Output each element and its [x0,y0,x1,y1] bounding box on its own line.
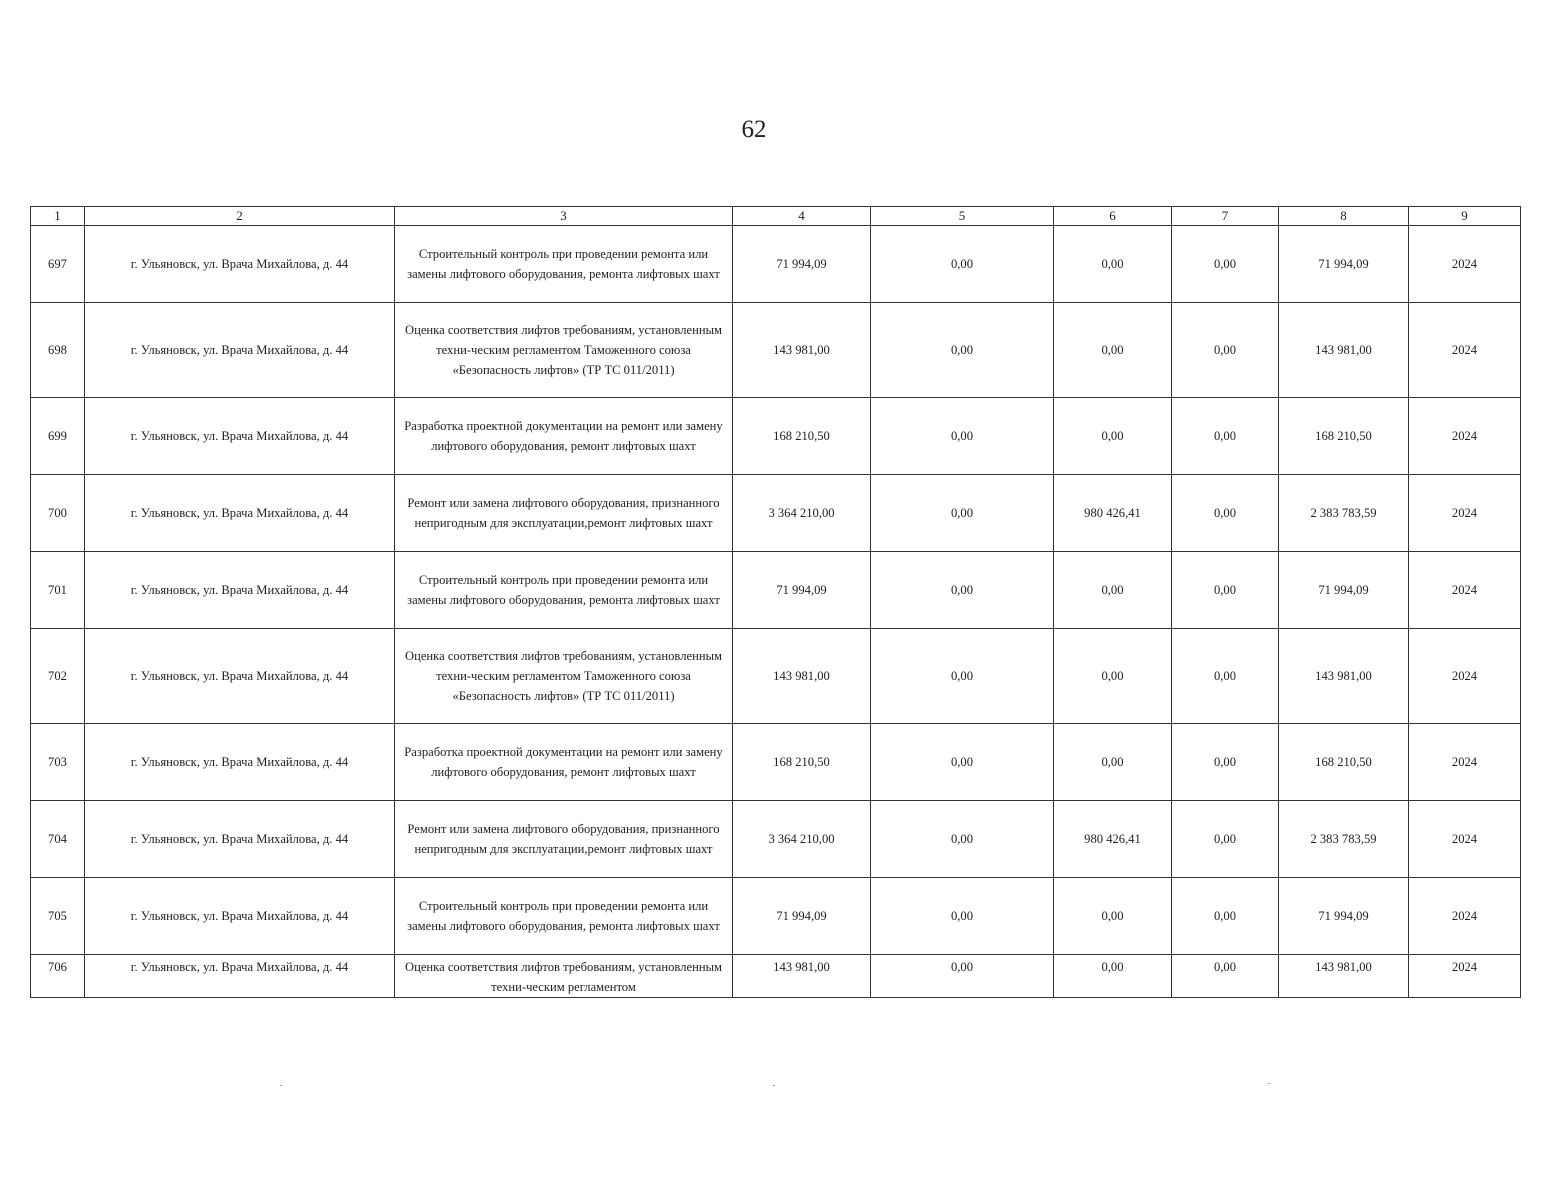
table-row [31,303,1521,398]
column-header: 6 [1054,207,1172,226]
row-number-cell: 703 [31,724,85,801]
table-row [31,724,1521,801]
amount-col8-cell: 2 383 783,59 [1279,475,1409,552]
amount-col8-cell: 168 210,50 [1279,398,1409,475]
amount-col8-cell: 71 994,09 [1279,552,1409,629]
address-cell: г. Ульяновск, ул. Врача Михайлова, д. 44 [85,226,395,303]
amount-col7-cell: 0,00 [1172,226,1279,303]
amount-total-cell: 143 981,00 [733,629,871,724]
scan-speck [1268,1083,1270,1084]
amount-total-cell: 71 994,09 [733,552,871,629]
amount-total-cell: 168 210,50 [733,398,871,475]
address-cell: г. Ульяновск, ул. Врача Михайлова, д. 44 [85,629,395,724]
table-row [31,629,1521,724]
amount-col7-cell: 0,00 [1172,303,1279,398]
amount-col6-cell: 0,00 [1054,303,1172,398]
amount-col8-cell: 143 981,00 [1279,303,1409,398]
work-description-cell: Оценка соответствия лифтов требованиям, установленным техни-ческим регламентом [395,955,733,998]
work-description-cell: Строительный контроль при проведении ремонта или замены лифтового оборудования, ремонта лифтовых шахт [395,552,733,629]
amount-col6-cell: 0,00 [1054,226,1172,303]
column-header: 8 [1279,207,1409,226]
year-cell: 2024 [1409,226,1521,303]
column-header: 1 [31,207,85,226]
year-cell: 2024 [1409,552,1521,629]
table-row [31,552,1521,629]
amount-col6-cell: 0,00 [1054,629,1172,724]
amount-col7-cell: 0,00 [1172,801,1279,878]
works-table [30,206,1521,998]
work-description-cell: Ремонт или замена лифтового оборудования, признанного непригодным для эксплуатации,ремонт лифтовых шахт [395,475,733,552]
address-cell: г. Ульяновск, ул. Врача Михайлова, д. 44 [85,475,395,552]
column-header: 7 [1172,207,1279,226]
work-description-cell: Ремонт или замена лифтового оборудования, признанного непригодным для эксплуатации,ремонт лифтовых шахт [395,801,733,878]
amount-total-cell: 71 994,09 [733,226,871,303]
amount-col7-cell: 0,00 [1172,878,1279,955]
amount-col8-cell: 168 210,50 [1279,724,1409,801]
amount-col5-cell: 0,00 [871,801,1054,878]
row-number-cell: 699 [31,398,85,475]
work-description-cell: Оценка соответствия лифтов требованиям, установленным техни-ческим регламентом Таможенного союза «Безопасность лифтов» (ТР ТС 011/2011) [395,303,733,398]
amount-col8-cell: 143 981,00 [1279,955,1409,998]
header-row [31,207,1521,226]
amount-col8-cell: 71 994,09 [1279,878,1409,955]
amount-col5-cell: 0,00 [871,475,1054,552]
year-cell: 2024 [1409,801,1521,878]
column-header: 4 [733,207,871,226]
row-number-cell: 697 [31,226,85,303]
scan-speck [280,1085,282,1086]
amount-total-cell: 71 994,09 [733,878,871,955]
table-row [31,226,1521,303]
amount-col7-cell: 0,00 [1172,398,1279,475]
year-cell: 2024 [1409,398,1521,475]
year-cell: 2024 [1409,629,1521,724]
table-row [31,475,1521,552]
row-number-cell: 698 [31,303,85,398]
address-cell: г. Ульяновск, ул. Врача Михайлова, д. 44 [85,878,395,955]
amount-col8-cell: 2 383 783,59 [1279,801,1409,878]
amount-col6-cell: 0,00 [1054,552,1172,629]
amount-col7-cell: 0,00 [1172,724,1279,801]
amount-col5-cell: 0,00 [871,303,1054,398]
row-number-cell: 705 [31,878,85,955]
amount-col7-cell: 0,00 [1172,475,1279,552]
row-number-cell: 700 [31,475,85,552]
table-header [31,207,1521,226]
table-row [31,398,1521,475]
amount-col6-cell: 0,00 [1054,398,1172,475]
address-cell: г. Ульяновск, ул. Врача Михайлова, д. 44 [85,955,395,998]
year-cell: 2024 [1409,955,1521,998]
amount-total-cell: 3 364 210,00 [733,475,871,552]
amount-col5-cell: 0,00 [871,552,1054,629]
row-number-cell: 702 [31,629,85,724]
address-cell: г. Ульяновск, ул. Врача Михайлова, д. 44 [85,552,395,629]
work-description-cell: Строительный контроль при проведении ремонта или замены лифтового оборудования, ремонта лифтовых шахт [395,878,733,955]
row-number-cell: 704 [31,801,85,878]
table-row [31,955,1521,998]
amount-total-cell: 143 981,00 [733,303,871,398]
amount-col8-cell: 71 994,09 [1279,226,1409,303]
year-cell: 2024 [1409,878,1521,955]
amount-col6-cell: 0,00 [1054,955,1172,998]
amount-col6-cell: 0,00 [1054,878,1172,955]
amount-col5-cell: 0,00 [871,724,1054,801]
year-cell: 2024 [1409,303,1521,398]
column-header: 9 [1409,207,1521,226]
amount-col7-cell: 0,00 [1172,552,1279,629]
amount-col7-cell: 0,00 [1172,629,1279,724]
amount-col6-cell: 980 426,41 [1054,475,1172,552]
amount-col5-cell: 0,00 [871,955,1054,998]
scan-speck [773,1085,775,1086]
address-cell: г. Ульяновск, ул. Врача Михайлова, д. 44 [85,724,395,801]
address-cell: г. Ульяновск, ул. Врача Михайлова, д. 44 [85,303,395,398]
row-number-cell: 701 [31,552,85,629]
amount-total-cell: 168 210,50 [733,724,871,801]
work-description-cell: Разработка проектной документации на ремонт или замену лифтового оборудования, ремонт лифтовых шахт [395,398,733,475]
amount-col5-cell: 0,00 [871,629,1054,724]
year-cell: 2024 [1409,475,1521,552]
column-header: 2 [85,207,395,226]
amount-total-cell: 143 981,00 [733,955,871,998]
amount-col5-cell: 0,00 [871,226,1054,303]
work-description-cell: Оценка соответствия лифтов требованиям, установленным техни-ческим регламентом Таможенного союза «Безопасность лифтов» (ТР ТС 011/2011) [395,629,733,724]
amount-total-cell: 3 364 210,00 [733,801,871,878]
table-body [31,226,1521,998]
work-description-cell: Разработка проектной документации на ремонт или замену лифтового оборудования, ремонт лифтовых шахт [395,724,733,801]
amount-col8-cell: 143 981,00 [1279,629,1409,724]
address-cell: г. Ульяновск, ул. Врача Михайлова, д. 44 [85,801,395,878]
amount-col6-cell: 980 426,41 [1054,801,1172,878]
work-description-cell: Строительный контроль при проведении ремонта или замены лифтового оборудования, ремонта лифтовых шахт [395,226,733,303]
amount-col5-cell: 0,00 [871,398,1054,475]
year-cell: 2024 [1409,724,1521,801]
address-cell: г. Ульяновск, ул. Врача Михайлова, д. 44 [85,398,395,475]
amount-col7-cell: 0,00 [1172,955,1279,998]
page-number: 62 [741,116,767,143]
table-row [31,801,1521,878]
amount-col6-cell: 0,00 [1054,724,1172,801]
column-header: 3 [395,207,733,226]
row-number-cell: 706 [31,955,85,998]
column-header: 5 [871,207,1054,226]
table-row [31,878,1521,955]
amount-col5-cell: 0,00 [871,878,1054,955]
